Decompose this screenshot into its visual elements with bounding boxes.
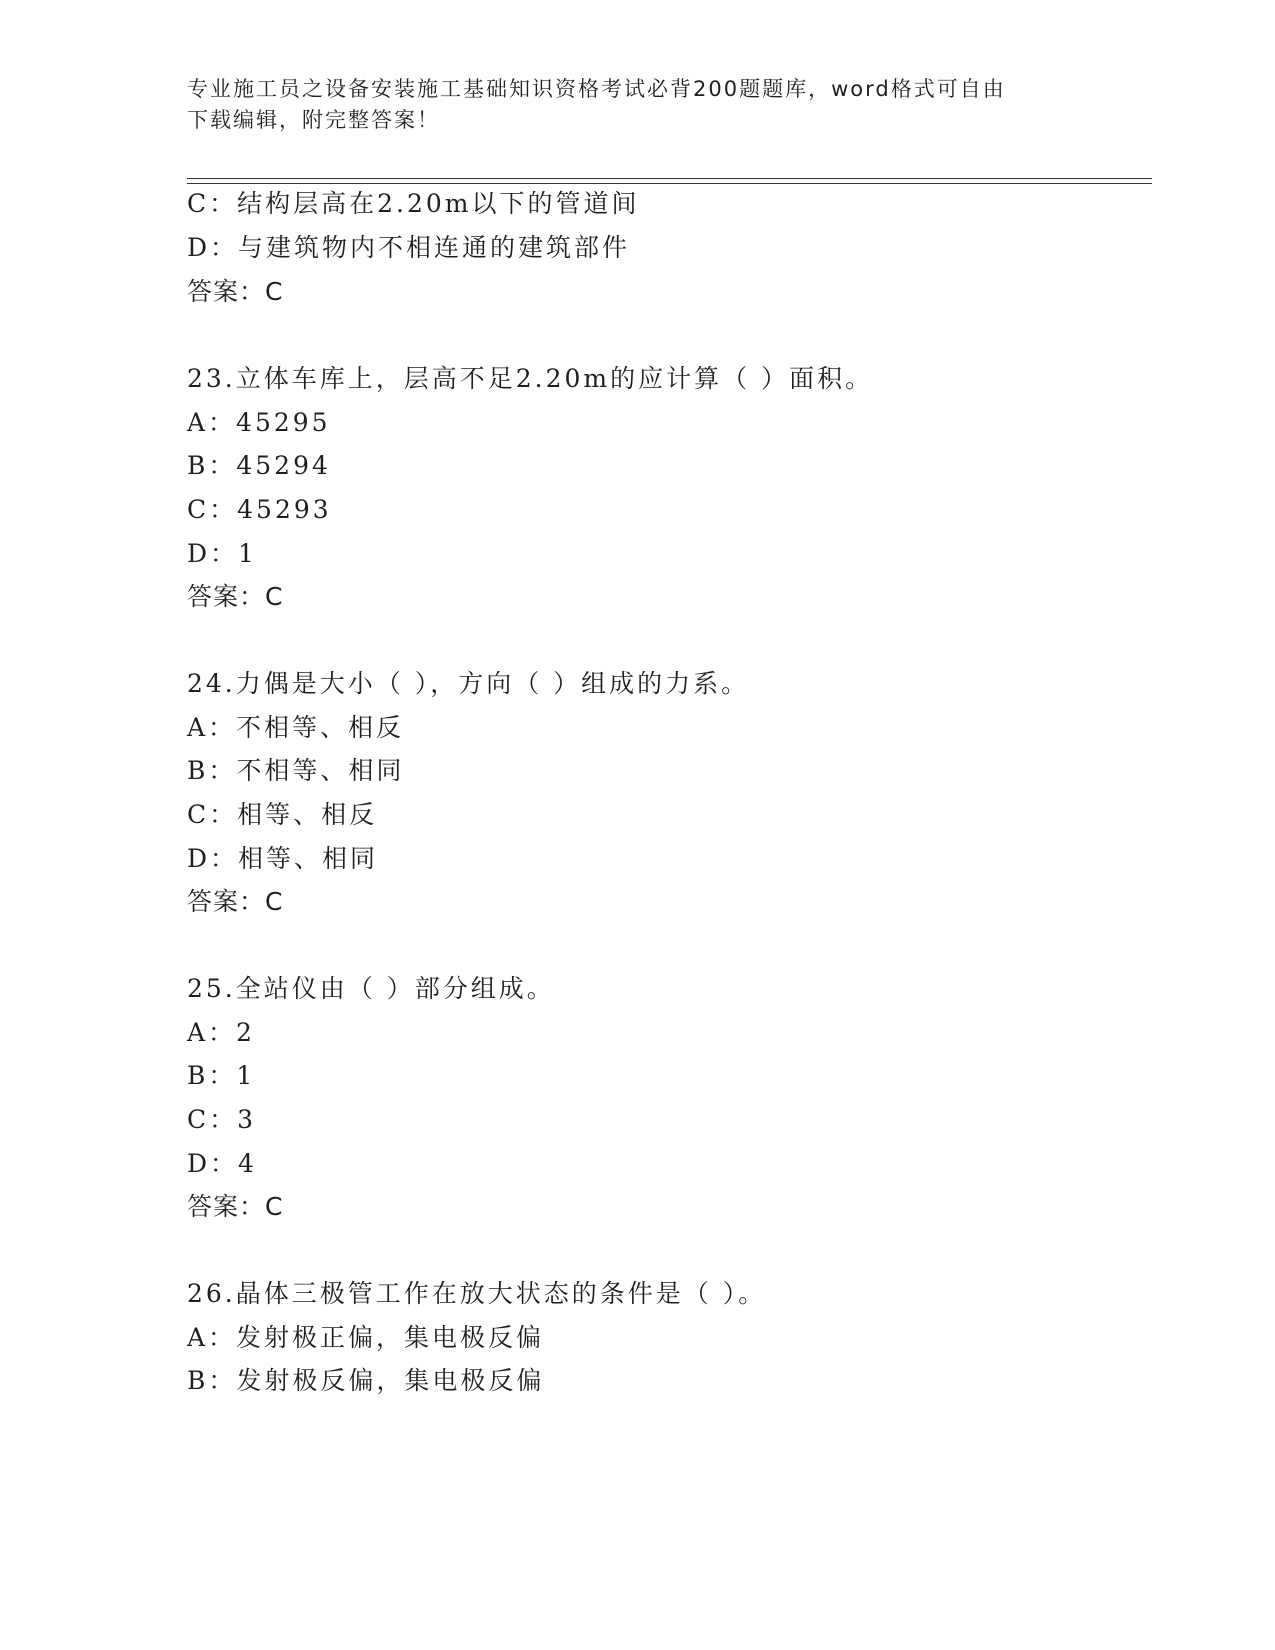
question-24-stem: 24.力偶是大小（ ），方向（ ）组成的力系。 (187, 669, 750, 698)
question-24-answer: 答案：C (187, 887, 284, 916)
question-25-answer: 答案：C (187, 1192, 284, 1221)
document-header (187, 74, 1067, 136)
header-title-line-1: 专业施工员之设备安装施工基础知识资格考试必背200题题库，word格式可自由 (187, 77, 1006, 101)
question-23-stem: 23.立体车库上，层高不足2.20m的应计算（ ）面积。 (187, 364, 874, 393)
header-divider-top (187, 178, 1152, 179)
header-title-line-2: 下载编辑，附完整答案！ (187, 108, 440, 132)
question-22-option-c: C：结构层高在2.20m以下的管道间 (187, 189, 640, 218)
header-divider-bottom (187, 183, 1152, 184)
question-25-stem: 25.全站仪由（ ）部分组成。 (187, 974, 555, 1003)
question-24-option-d: D：相等、相同 (187, 844, 379, 873)
question-24-option-a: A：不相等、相反 (187, 713, 405, 742)
question-26-option-b: B：发射极反偏，集电极反偏 (187, 1366, 545, 1395)
question-23-option-b: B：45294 (187, 451, 331, 480)
question-26-option-a: A：发射极正偏，集电极反偏 (187, 1323, 545, 1352)
question-23-option-c: C：45293 (187, 495, 332, 524)
question-22-option-d: D：与建筑物内不相连通的建筑部件 (187, 233, 631, 262)
question-25-option-b: B：1 (187, 1061, 256, 1090)
question-22-answer: 答案：C (187, 277, 284, 306)
question-25-option-a: A：2 (187, 1018, 255, 1047)
question-23-option-a: A：45295 (187, 408, 331, 437)
question-26-stem: 26.晶体三极管工作在放大状态的条件是（ ）。 (187, 1279, 767, 1308)
question-23-option-d: D：1 (187, 539, 257, 568)
question-23-answer: 答案：C (187, 582, 284, 611)
question-24-option-b: B：不相等、相同 (187, 756, 405, 785)
question-25-option-c: C：3 (187, 1105, 257, 1134)
question-25-option-d: D：4 (187, 1149, 257, 1178)
question-24-option-c: C：相等、相反 (187, 800, 378, 829)
